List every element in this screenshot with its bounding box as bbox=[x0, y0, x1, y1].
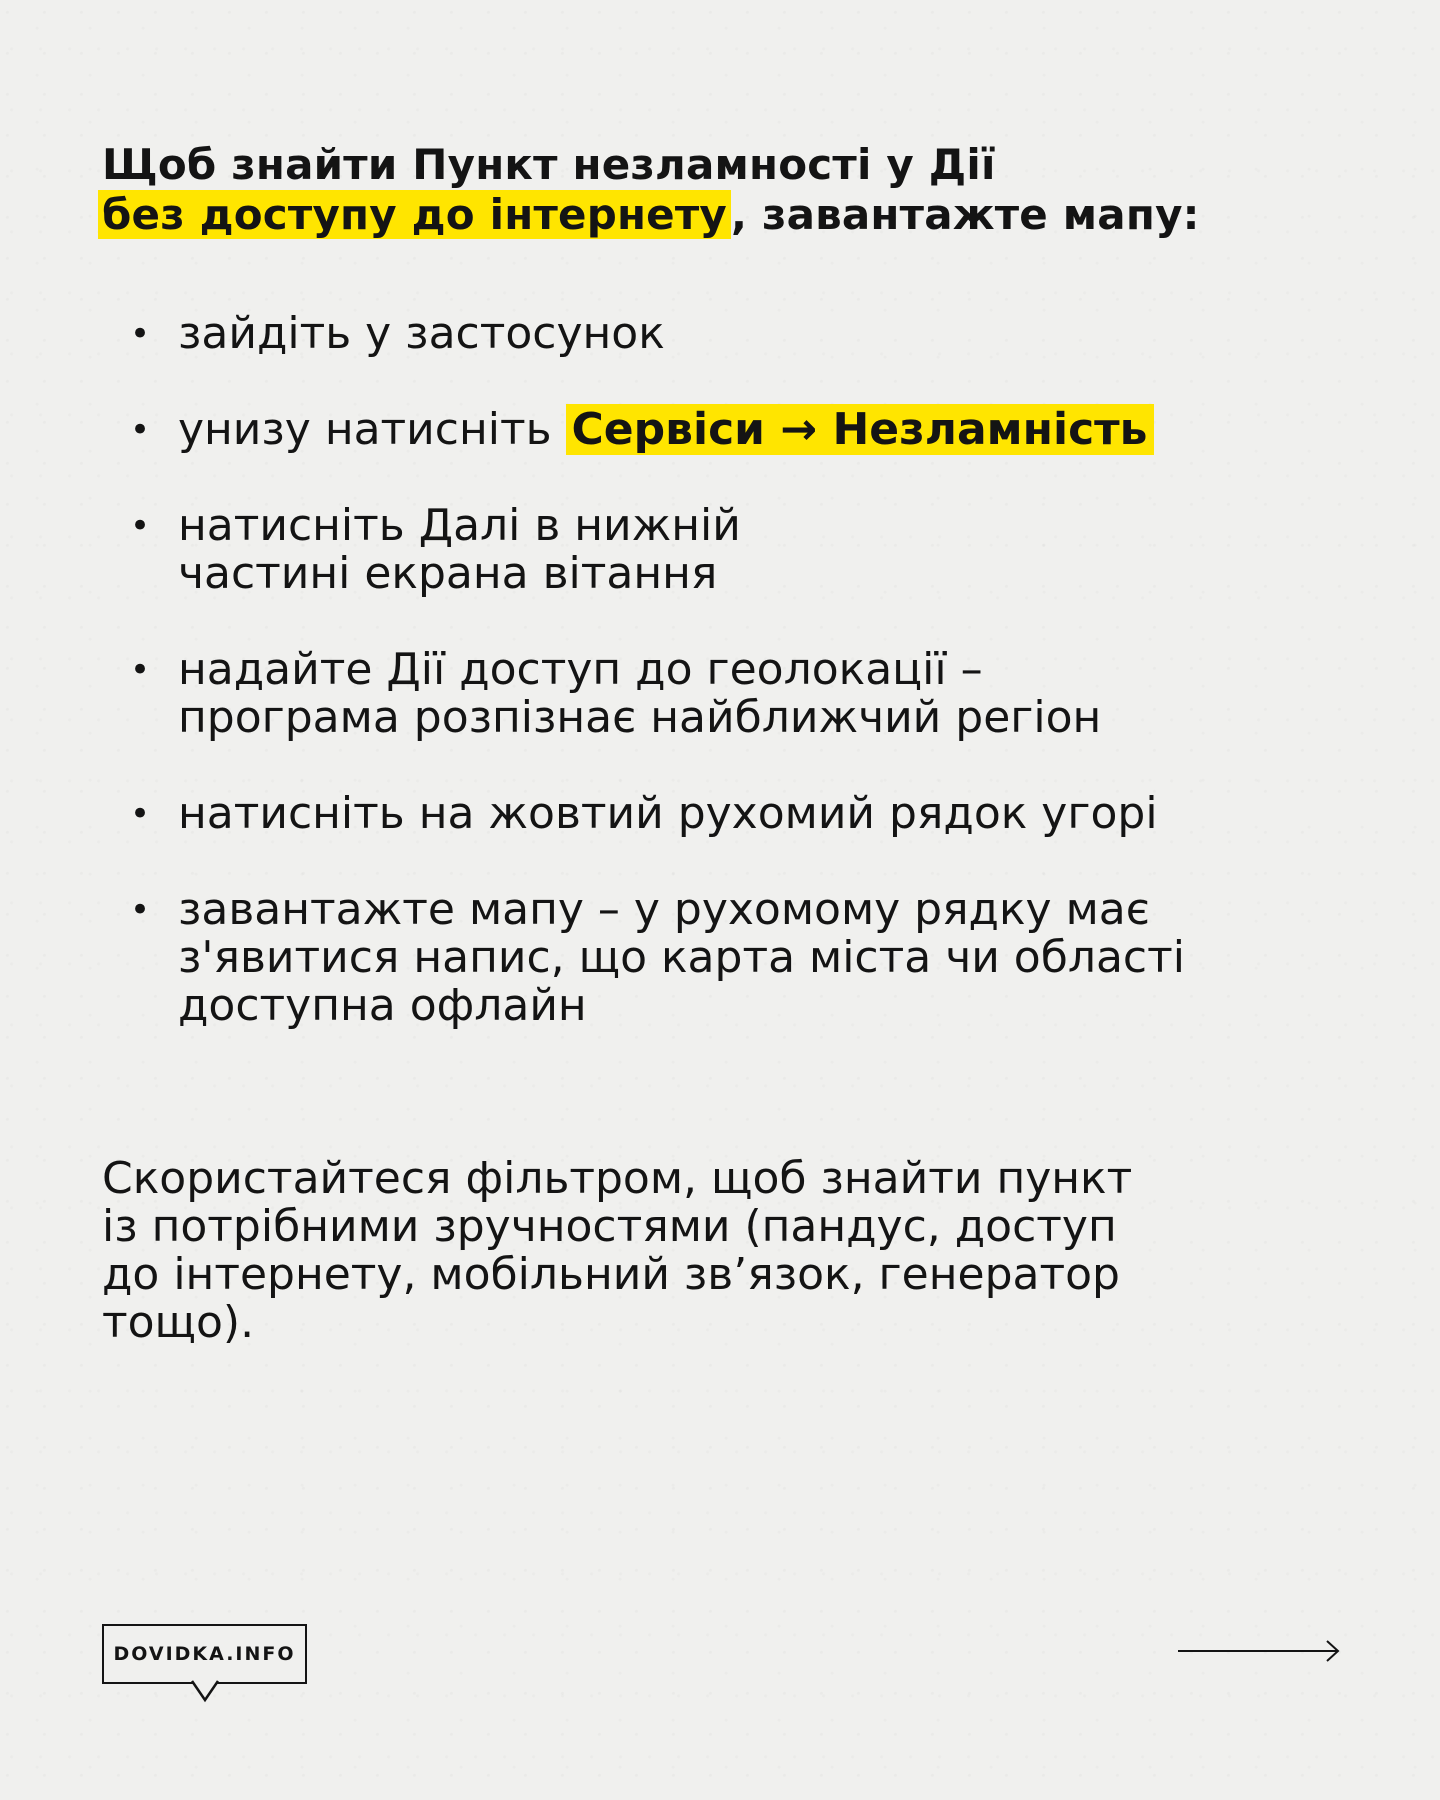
step-line: з'явитися напис, що карта міста чи області bbox=[178, 932, 1185, 983]
step-text: натисніть на жовтий рухомий рядок угорі bbox=[178, 788, 1158, 839]
filter-note-line: до інтернету, мобільний зв’язок, генератор bbox=[102, 1249, 1120, 1300]
step-line: частині екрана вітання bbox=[178, 548, 718, 599]
filter-note-line: тощо). bbox=[102, 1297, 255, 1348]
step-line: завантажте мапу – у рухомому рядку має bbox=[178, 884, 1150, 935]
step-open-app bbox=[130, 310, 1330, 358]
headline-line-2 bbox=[102, 190, 1342, 240]
headline-rest: , завантажте мапу: bbox=[730, 190, 1200, 239]
step-geolocation bbox=[130, 646, 1330, 742]
steps-list bbox=[130, 310, 1330, 1078]
filter-note-line: Скористайтеся фільтром, щоб знайти пункт bbox=[102, 1153, 1133, 1204]
dovidka-logo[interactable] bbox=[102, 1624, 307, 1684]
bullet: • bbox=[130, 890, 151, 930]
bullet: • bbox=[130, 650, 151, 690]
services-highlight: Сервіси → Незламність bbox=[566, 404, 1154, 455]
step-line: програма розпізнає найближчий регіон bbox=[178, 692, 1102, 743]
headline bbox=[102, 140, 1342, 240]
filter-note-line: із потрібними зручностями (пандус, доступ bbox=[102, 1201, 1117, 1252]
logo-text: DOVIDKA.INFO bbox=[113, 1643, 296, 1665]
bullet: • bbox=[130, 794, 151, 834]
step-services bbox=[130, 406, 1330, 454]
step-line: надайте Дії доступ до геолокації – bbox=[178, 644, 983, 695]
step-line: доступна офлайн bbox=[178, 980, 587, 1031]
next-arrow-icon[interactable] bbox=[1178, 1638, 1342, 1664]
step-text: унизу натисніть bbox=[178, 404, 566, 455]
headline-line-1: Щоб знайти Пункт незламності у Дії bbox=[102, 140, 996, 189]
step-line: натисніть Далі в нижній bbox=[178, 500, 741, 551]
bullet: • bbox=[130, 506, 151, 546]
bullet: • bbox=[130, 410, 151, 450]
step-next bbox=[130, 502, 1330, 598]
step-text: зайдіть у застосунок bbox=[178, 308, 665, 359]
speech-bubble-tail-icon bbox=[190, 1680, 220, 1704]
headline-highlight: без доступу до інтернету bbox=[98, 190, 731, 239]
step-ticker bbox=[130, 790, 1330, 838]
bullet: • bbox=[130, 314, 151, 354]
step-download-map bbox=[130, 886, 1330, 1030]
filter-note bbox=[102, 1155, 1322, 1347]
